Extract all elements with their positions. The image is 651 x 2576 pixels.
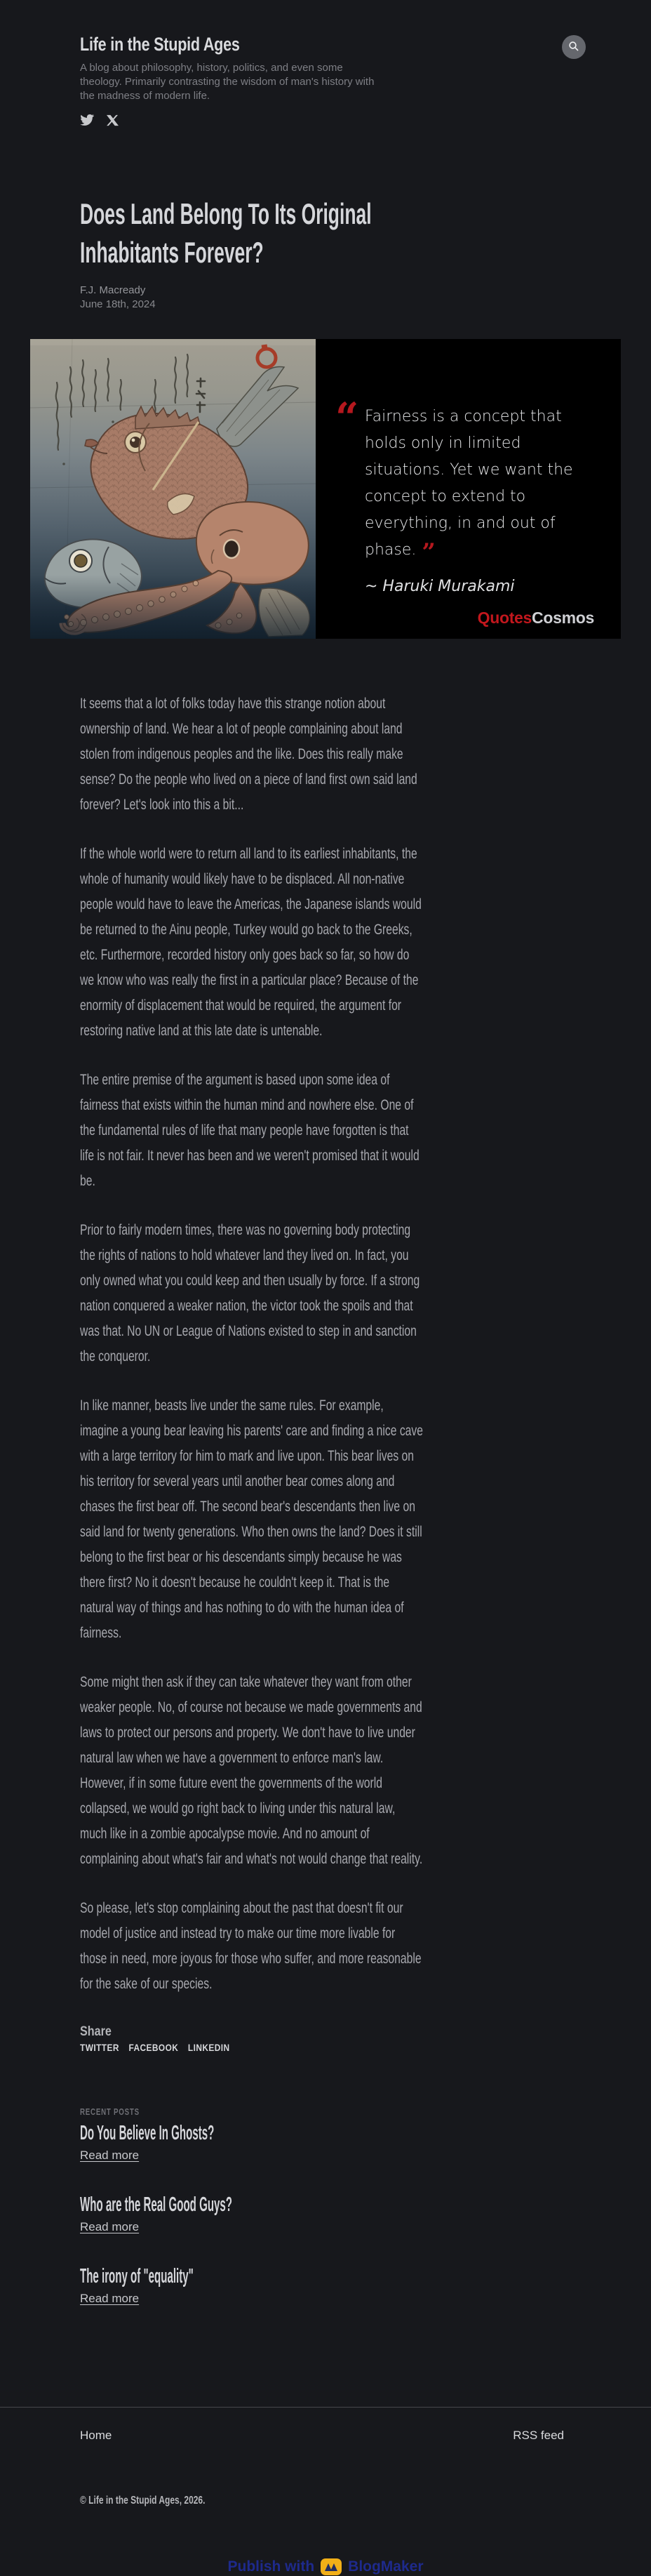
hero-image-ukiyoe-print xyxy=(30,339,316,639)
share-link-facebook[interactable]: FACEBOOK xyxy=(128,2042,179,2053)
recent-posts-label: RECENT POSTS xyxy=(80,2106,140,2117)
article-paragraph: So please, let's stop complaining about the past that doesn't fit our model of justice and instead try to make our time more livable for those in need, more joyous for those who suffer, and more reasonable for the sake of our species. xyxy=(80,1899,422,1992)
recent-post xyxy=(80,2123,571,2163)
site-title: Life in the Stupid Ages xyxy=(80,34,240,55)
site-header xyxy=(0,0,651,127)
social-links xyxy=(80,113,571,127)
site-tagline: A blog about philosophy, history, politics, and even some theology. Primarily contrasting the wisdom of man's history with the madness of modern life. xyxy=(80,62,375,102)
twitter-icon xyxy=(80,114,95,126)
search-icon xyxy=(568,41,579,54)
copyright: © Life in the Stupid Ages, 2026. xyxy=(80,2495,206,2507)
recent-posts-list xyxy=(80,2123,571,2306)
blogmaker-badge[interactable] xyxy=(227,2557,423,2576)
article-body xyxy=(80,691,571,1996)
x-icon xyxy=(107,114,119,126)
article-paragraph: Some might then ask if they can take whatever they want from other weaker people. No, of course not because we made governments and laws to protect our persons and property. We don't have to live under natural law when we have a government to enforce man's law. However, if in some future event the governments of the world collapsed, we would go right back to living under this natural law, much like in a zombie apocalypse movie. And no amount of complaining about what's fair and what's not would change that reality. xyxy=(80,1673,423,1867)
share-link-linkedin[interactable]: LINKEDIN xyxy=(187,2042,230,2053)
read-more-link[interactable]: Read more xyxy=(80,2149,140,2162)
close-quote-icon: ” xyxy=(422,538,436,566)
recent-post-title: The irony of "equality" xyxy=(80,2265,194,2288)
article-paragraph: It seems that a lot of folks today have this strange notion about ownership of land. We hear a lot of people complaining about land stolen from indigenous peoples and the like. Does this really make sense? Do the people who lived on a piece of land first own said land forever? Let's look into this a bit... xyxy=(80,695,417,813)
twitter-link[interactable] xyxy=(80,114,95,126)
badge-prefix: Publish with xyxy=(227,2558,315,2575)
quote-attribution: ~ Haruki Murakami xyxy=(365,578,515,595)
share-links xyxy=(80,2041,497,2054)
recent-post xyxy=(80,2194,571,2235)
hero-section xyxy=(30,339,621,639)
quotescosmos-logo: QuotesCosmos xyxy=(477,609,594,627)
quote-text: Fairness is a concept that holds only in limited situations. Yet we want the concept to extend to everything, in and out of phase. ” xyxy=(365,408,573,566)
article-paragraph: Prior to fairly modern times, there was no governing body protecting the rights of nations to hold whatever land they lived on. In fact, you only owned what you could keep and then usually by force. If a strong nation conquered a weaker nation, the victor took the spoils and that was that. No UN or League of Nations existed to step in and sanction the conqueror. xyxy=(80,1221,420,1365)
byline xyxy=(80,284,571,312)
footer-nav xyxy=(80,2408,564,2443)
blogmaker-logo-icon xyxy=(320,2557,342,2576)
footer-home-link[interactable]: Home xyxy=(80,2429,112,2442)
search-button[interactable] xyxy=(562,35,586,59)
recent-post-title: Who are the Real Good Guys? xyxy=(80,2193,233,2216)
badge-brand: BlogMaker xyxy=(348,2558,424,2575)
recent-post xyxy=(80,2266,571,2306)
article-date: June 18th, 2024 xyxy=(80,298,156,310)
share-link-twitter[interactable]: TWITTER xyxy=(80,2042,119,2053)
share-label: Share xyxy=(80,2024,112,2039)
article-paragraph: In like manner, beasts live under the same rules. For example, imagine a young bear leaving his parents' care and finding a nice cave with a large territory for him to mark and live upon. This bear lives on his territory for several years until another bear comes along and chases the first bear off. The second bear's descendants then live on said land for twenty generations. Who then owns the land? Does it still belong to the first bear or his descendants simply because he was there first? No it doesn't because he couldn't keep it. That is the natural way of things and has nothing to do with the human idea of fairness. xyxy=(80,1397,423,1641)
recent-post-title: Do You Believe In Ghosts? xyxy=(80,2122,215,2144)
article-title: Does Land Belong To Its Original Inhabitants Forever? xyxy=(80,197,372,269)
article-paragraph: The entire premise of the argument is based upon some idea of fairness that exists within the human mind and nowhere else. One of the fundamental rules of life that many people have forgotten is that life is not fair. It never has been and we weren't promised that it would be. xyxy=(80,1071,420,1189)
article-paragraph: If the whole world were to return all land to its earliest inhabitants, the whole of humanity would likely have to be displaced. All non-native people would have to leave the Americas, the Japanese islands would be returned to the Ainu people, Turkey would go back to the Greeks, etc. Furthermore, recorded history only goes back so far, so how do we know who was really the first in a particular place? Because of the enormity of displacement that would be required, the argument for restoring native land at this late date is untenable. xyxy=(80,845,422,1039)
open-quote-icon: “ xyxy=(335,394,359,441)
read-more-link[interactable]: Read more xyxy=(80,2220,140,2233)
x-link[interactable] xyxy=(107,114,119,126)
read-more-link[interactable]: Read more xyxy=(80,2292,140,2305)
article-author: F.J. Macready xyxy=(80,284,146,296)
footer-rss-link[interactable]: RSS feed xyxy=(513,2429,564,2442)
quote-card xyxy=(316,339,621,639)
